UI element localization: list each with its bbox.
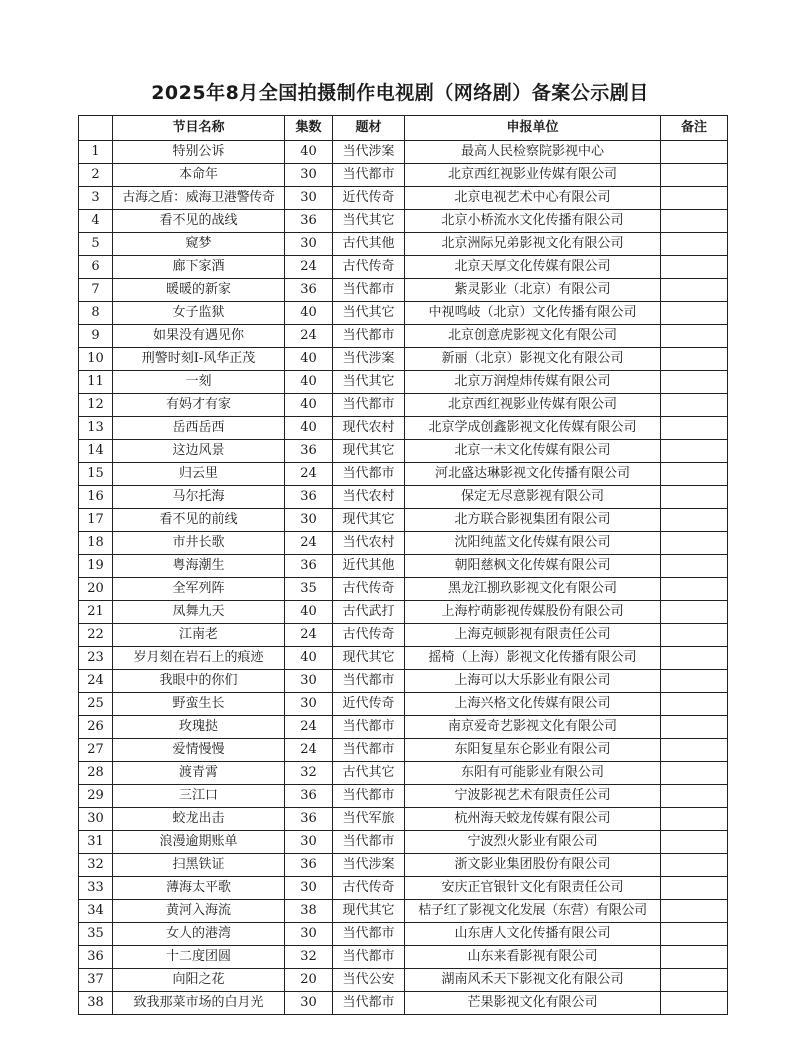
cell-note bbox=[661, 923, 728, 946]
cell-episodes: 36 bbox=[285, 785, 333, 808]
cell-note bbox=[661, 348, 728, 371]
cell-note bbox=[661, 532, 728, 555]
col-header-index bbox=[79, 116, 113, 141]
table-row bbox=[79, 739, 728, 762]
cell-index: 28 bbox=[79, 762, 113, 785]
cell-genre: 当代都市 bbox=[333, 279, 405, 302]
cell-genre: 古代传奇 bbox=[333, 256, 405, 279]
cell-genre: 当代涉案 bbox=[333, 854, 405, 877]
cell-index: 10 bbox=[79, 348, 113, 371]
cell-company: 上海可以大乐影业有限公司 bbox=[405, 670, 661, 693]
cell-genre: 当代都市 bbox=[333, 394, 405, 417]
cell-name: 粤海潮生 bbox=[113, 555, 285, 578]
cell-name: 归云里 bbox=[113, 463, 285, 486]
cell-note bbox=[661, 302, 728, 325]
cell-company: 保定无尽意影视有限公司 bbox=[405, 486, 661, 509]
cell-note bbox=[661, 394, 728, 417]
cell-genre: 当代都市 bbox=[333, 785, 405, 808]
table-row bbox=[79, 279, 728, 302]
cell-episodes: 30 bbox=[285, 877, 333, 900]
cell-episodes: 30 bbox=[285, 164, 333, 187]
cell-genre: 古代武打 bbox=[333, 601, 405, 624]
cell-index: 23 bbox=[79, 647, 113, 670]
cell-episodes: 20 bbox=[285, 969, 333, 992]
cell-name: 十二度团圆 bbox=[113, 946, 285, 969]
col-header-note: 备注 bbox=[661, 116, 728, 141]
table-row bbox=[79, 440, 728, 463]
cell-genre: 当代都市 bbox=[333, 946, 405, 969]
cell-genre: 近代其他 bbox=[333, 555, 405, 578]
cell-company: 中视鸣岐（北京）文化传播有限公司 bbox=[405, 302, 661, 325]
cell-company: 朝阳慈枫文化传媒有限公司 bbox=[405, 555, 661, 578]
cell-name: 江南老 bbox=[113, 624, 285, 647]
cell-genre: 当代军旅 bbox=[333, 808, 405, 831]
cell-episodes: 24 bbox=[285, 325, 333, 348]
cell-name: 向阳之花 bbox=[113, 969, 285, 992]
cell-episodes: 30 bbox=[285, 233, 333, 256]
cell-episodes: 40 bbox=[285, 647, 333, 670]
table-row bbox=[79, 670, 728, 693]
table-row bbox=[79, 555, 728, 578]
cell-name: 暖暖的新家 bbox=[113, 279, 285, 302]
cell-index: 20 bbox=[79, 578, 113, 601]
table-row bbox=[79, 831, 728, 854]
cell-note bbox=[661, 969, 728, 992]
cell-name: 廊下家酒 bbox=[113, 256, 285, 279]
cell-genre: 现代其它 bbox=[333, 900, 405, 923]
cell-note bbox=[661, 325, 728, 348]
cell-company: 上海兴格文化传媒有限公司 bbox=[405, 693, 661, 716]
cell-note bbox=[661, 371, 728, 394]
cell-genre: 当代都市 bbox=[333, 325, 405, 348]
cell-genre: 当代涉案 bbox=[333, 348, 405, 371]
table-row bbox=[79, 877, 728, 900]
cell-company: 北京电视艺术中心有限公司 bbox=[405, 187, 661, 210]
cell-company: 北京万润煌炜传媒有限公司 bbox=[405, 371, 661, 394]
cell-name: 如果没有遇见你 bbox=[113, 325, 285, 348]
cell-note bbox=[661, 716, 728, 739]
cell-name: 有妈才有家 bbox=[113, 394, 285, 417]
cell-genre: 当代都市 bbox=[333, 670, 405, 693]
table-row bbox=[79, 164, 728, 187]
cell-genre: 当代都市 bbox=[333, 831, 405, 854]
cell-company: 南京爱奇艺影视文化有限公司 bbox=[405, 716, 661, 739]
table-row bbox=[79, 210, 728, 233]
table-body bbox=[79, 141, 728, 1015]
cell-name: 岁月刻在岩石上的痕迹 bbox=[113, 647, 285, 670]
cell-episodes: 40 bbox=[285, 371, 333, 394]
cell-company: 桔子红了影视文化发展（东营）有限公司 bbox=[405, 900, 661, 923]
cell-company: 北京洲际兄弟影视文化有限公司 bbox=[405, 233, 661, 256]
cell-index: 1 bbox=[79, 141, 113, 164]
table-row bbox=[79, 394, 728, 417]
cell-index: 30 bbox=[79, 808, 113, 831]
col-header-episodes: 集数 bbox=[285, 116, 333, 141]
cell-index: 29 bbox=[79, 785, 113, 808]
cell-genre: 古代传奇 bbox=[333, 578, 405, 601]
cell-note bbox=[661, 187, 728, 210]
cell-name: 凤舞九天 bbox=[113, 601, 285, 624]
cell-company: 河北盛达琳影视文化传播有限公司 bbox=[405, 463, 661, 486]
cell-name: 黄河入海流 bbox=[113, 900, 285, 923]
cell-name: 看不见的战线 bbox=[113, 210, 285, 233]
cell-episodes: 40 bbox=[285, 348, 333, 371]
cell-note bbox=[661, 831, 728, 854]
cell-note bbox=[661, 486, 728, 509]
cell-index: 34 bbox=[79, 900, 113, 923]
cell-note bbox=[661, 762, 728, 785]
cell-note bbox=[661, 463, 728, 486]
cell-index: 6 bbox=[79, 256, 113, 279]
cell-episodes: 24 bbox=[285, 716, 333, 739]
cell-genre: 当代其它 bbox=[333, 210, 405, 233]
table-row bbox=[79, 785, 728, 808]
cell-genre: 近代传奇 bbox=[333, 693, 405, 716]
cell-name: 女子监狱 bbox=[113, 302, 285, 325]
cell-index: 14 bbox=[79, 440, 113, 463]
cell-genre: 古代其他 bbox=[333, 233, 405, 256]
cell-episodes: 24 bbox=[285, 739, 333, 762]
table-row bbox=[79, 808, 728, 831]
cell-genre: 当代都市 bbox=[333, 463, 405, 486]
cell-company: 北方联合影视集团有限公司 bbox=[405, 509, 661, 532]
cell-episodes: 30 bbox=[285, 693, 333, 716]
cell-index: 13 bbox=[79, 417, 113, 440]
cell-episodes: 36 bbox=[285, 210, 333, 233]
cell-company: 新丽（北京）影视文化有限公司 bbox=[405, 348, 661, 371]
cell-note bbox=[661, 624, 728, 647]
cell-episodes: 36 bbox=[285, 854, 333, 877]
table-row bbox=[79, 624, 728, 647]
col-header-name: 节目名称 bbox=[113, 116, 285, 141]
cell-index: 32 bbox=[79, 854, 113, 877]
cell-company: 东阳有可能影业有限公司 bbox=[405, 762, 661, 785]
cell-company: 北京一未文化传媒有限公司 bbox=[405, 440, 661, 463]
table-row bbox=[79, 233, 728, 256]
table-row bbox=[79, 141, 728, 164]
cell-genre: 当代都市 bbox=[333, 716, 405, 739]
table-row bbox=[79, 854, 728, 877]
cell-index: 16 bbox=[79, 486, 113, 509]
cell-index: 4 bbox=[79, 210, 113, 233]
cell-genre: 当代公安 bbox=[333, 969, 405, 992]
cell-company: 紫灵影业（北京）有限公司 bbox=[405, 279, 661, 302]
cell-note bbox=[661, 233, 728, 256]
cell-company: 上海克顿影视有限责任公司 bbox=[405, 624, 661, 647]
cell-company: 山东唐人文化传播有限公司 bbox=[405, 923, 661, 946]
table-row bbox=[79, 509, 728, 532]
table-row bbox=[79, 463, 728, 486]
cell-index: 35 bbox=[79, 923, 113, 946]
cell-company: 宁波影视艺术有限责任公司 bbox=[405, 785, 661, 808]
cell-company: 芒果影视文化有限公司 bbox=[405, 992, 661, 1015]
cell-name: 本命年 bbox=[113, 164, 285, 187]
cell-episodes: 24 bbox=[285, 256, 333, 279]
cell-index: 37 bbox=[79, 969, 113, 992]
cell-name: 市井长歌 bbox=[113, 532, 285, 555]
cell-note bbox=[661, 440, 728, 463]
cell-index: 36 bbox=[79, 946, 113, 969]
cell-name: 野蛮生长 bbox=[113, 693, 285, 716]
cell-company: 北京小桥流水文化传播有限公司 bbox=[405, 210, 661, 233]
cell-name: 马尔托海 bbox=[113, 486, 285, 509]
table-row bbox=[79, 486, 728, 509]
cell-note bbox=[661, 808, 728, 831]
cell-episodes: 30 bbox=[285, 923, 333, 946]
cell-company: 山东来看影视有限公司 bbox=[405, 946, 661, 969]
cell-note bbox=[661, 693, 728, 716]
cell-note bbox=[661, 900, 728, 923]
cell-index: 17 bbox=[79, 509, 113, 532]
cell-episodes: 32 bbox=[285, 946, 333, 969]
cell-genre: 古代传奇 bbox=[333, 877, 405, 900]
cell-note bbox=[661, 578, 728, 601]
cell-episodes: 30 bbox=[285, 992, 333, 1015]
cell-note bbox=[661, 877, 728, 900]
cell-episodes: 36 bbox=[285, 808, 333, 831]
cell-episodes: 24 bbox=[285, 624, 333, 647]
cell-name: 一刻 bbox=[113, 371, 285, 394]
cell-genre: 当代都市 bbox=[333, 164, 405, 187]
cell-index: 18 bbox=[79, 532, 113, 555]
cell-index: 21 bbox=[79, 601, 113, 624]
table-row bbox=[79, 417, 728, 440]
cell-index: 12 bbox=[79, 394, 113, 417]
cell-name: 这边风景 bbox=[113, 440, 285, 463]
cell-index: 38 bbox=[79, 992, 113, 1015]
cell-episodes: 30 bbox=[285, 187, 333, 210]
cell-episodes: 40 bbox=[285, 141, 333, 164]
cell-index: 25 bbox=[79, 693, 113, 716]
cell-name: 蛟龙出击 bbox=[113, 808, 285, 831]
cell-index: 5 bbox=[79, 233, 113, 256]
cell-episodes: 36 bbox=[285, 279, 333, 302]
cell-index: 27 bbox=[79, 739, 113, 762]
cell-genre: 古代其它 bbox=[333, 762, 405, 785]
cell-episodes: 36 bbox=[285, 555, 333, 578]
cell-company: 上海柠萌影视传媒股份有限公司 bbox=[405, 601, 661, 624]
cell-episodes: 30 bbox=[285, 831, 333, 854]
cell-name: 窥梦 bbox=[113, 233, 285, 256]
table-row bbox=[79, 601, 728, 624]
cell-name: 岳西岳西 bbox=[113, 417, 285, 440]
table-row bbox=[79, 716, 728, 739]
header-row bbox=[79, 116, 728, 141]
document-title: 2025年8月全国拍摄制作电视剧（网络剧）备案公示剧目 bbox=[151, 82, 649, 104]
cell-genre: 当代其它 bbox=[333, 302, 405, 325]
table-row bbox=[79, 371, 728, 394]
cell-episodes: 38 bbox=[285, 900, 333, 923]
cell-company: 东阳复星东仑影业有限公司 bbox=[405, 739, 661, 762]
cell-name: 特别公诉 bbox=[113, 141, 285, 164]
cell-episodes: 24 bbox=[285, 463, 333, 486]
cell-genre: 当代涉案 bbox=[333, 141, 405, 164]
cell-name: 爱情慢慢 bbox=[113, 739, 285, 762]
cell-name: 我眼中的你们 bbox=[113, 670, 285, 693]
cell-name: 薄海太平歌 bbox=[113, 877, 285, 900]
cell-company: 最高人民检察院影视中心 bbox=[405, 141, 661, 164]
cell-note bbox=[661, 854, 728, 877]
cell-note bbox=[661, 739, 728, 762]
table-row bbox=[79, 693, 728, 716]
cell-genre: 当代农村 bbox=[333, 532, 405, 555]
cell-genre: 当代都市 bbox=[333, 923, 405, 946]
cell-note bbox=[661, 992, 728, 1015]
table-row bbox=[79, 946, 728, 969]
cell-episodes: 40 bbox=[285, 302, 333, 325]
cell-name: 全军列阵 bbox=[113, 578, 285, 601]
cell-name: 看不见的前线 bbox=[113, 509, 285, 532]
cell-note bbox=[661, 256, 728, 279]
cell-note bbox=[661, 279, 728, 302]
listing-table bbox=[78, 115, 728, 1015]
cell-note bbox=[661, 417, 728, 440]
table-row bbox=[79, 256, 728, 279]
cell-company: 北京天厚文化传媒有限公司 bbox=[405, 256, 661, 279]
cell-genre: 近代传奇 bbox=[333, 187, 405, 210]
cell-company: 杭州海天蛟龙传媒有限公司 bbox=[405, 808, 661, 831]
table-row bbox=[79, 647, 728, 670]
table-row bbox=[79, 532, 728, 555]
cell-note bbox=[661, 601, 728, 624]
cell-note bbox=[661, 647, 728, 670]
cell-company: 湖南风禾天下影视文化有限公司 bbox=[405, 969, 661, 992]
cell-company: 沈阳纯蓝文化传媒有限公司 bbox=[405, 532, 661, 555]
cell-episodes: 30 bbox=[285, 670, 333, 693]
cell-note bbox=[661, 670, 728, 693]
cell-name: 女人的港湾 bbox=[113, 923, 285, 946]
cell-genre: 当代都市 bbox=[333, 992, 405, 1015]
cell-episodes: 40 bbox=[285, 601, 333, 624]
cell-note bbox=[661, 946, 728, 969]
cell-index: 8 bbox=[79, 302, 113, 325]
cell-name: 浪漫逾期账单 bbox=[113, 831, 285, 854]
cell-company: 浙文影业集团股份有限公司 bbox=[405, 854, 661, 877]
cell-episodes: 30 bbox=[285, 509, 333, 532]
cell-index: 24 bbox=[79, 670, 113, 693]
cell-note bbox=[661, 555, 728, 578]
table-row bbox=[79, 348, 728, 371]
cell-company: 北京西红视影业传媒有限公司 bbox=[405, 164, 661, 187]
cell-genre: 古代传奇 bbox=[333, 624, 405, 647]
table-row bbox=[79, 923, 728, 946]
cell-episodes: 35 bbox=[285, 578, 333, 601]
cell-name: 渡青霄 bbox=[113, 762, 285, 785]
cell-name: 扫黑铁证 bbox=[113, 854, 285, 877]
cell-note bbox=[661, 509, 728, 532]
table-row bbox=[79, 762, 728, 785]
cell-episodes: 32 bbox=[285, 762, 333, 785]
cell-name: 致我那菜市场的白月光 bbox=[113, 992, 285, 1015]
table-row bbox=[79, 969, 728, 992]
cell-company: 摇椅（上海）影视文化传播有限公司 bbox=[405, 647, 661, 670]
col-header-genre: 题材 bbox=[333, 116, 405, 141]
cell-name: 三江口 bbox=[113, 785, 285, 808]
cell-company: 北京学成创鑫影视文化传媒有限公司 bbox=[405, 417, 661, 440]
cell-company: 北京创意虎影视文化有限公司 bbox=[405, 325, 661, 348]
cell-note bbox=[661, 785, 728, 808]
table-row bbox=[79, 578, 728, 601]
cell-genre: 现代其它 bbox=[333, 647, 405, 670]
cell-index: 3 bbox=[79, 187, 113, 210]
cell-genre: 现代其它 bbox=[333, 509, 405, 532]
cell-genre: 当代其它 bbox=[333, 371, 405, 394]
table-row bbox=[79, 992, 728, 1015]
cell-note bbox=[661, 164, 728, 187]
cell-index: 26 bbox=[79, 716, 113, 739]
cell-company: 安庆正官银针文化有限责任公司 bbox=[405, 877, 661, 900]
cell-genre: 现代其它 bbox=[333, 440, 405, 463]
cell-episodes: 40 bbox=[285, 394, 333, 417]
cell-name: 玫瑰挞 bbox=[113, 716, 285, 739]
cell-company: 宁波烈火影业有限公司 bbox=[405, 831, 661, 854]
table-row bbox=[79, 302, 728, 325]
table-row bbox=[79, 325, 728, 348]
cell-genre: 当代农村 bbox=[333, 486, 405, 509]
cell-index: 2 bbox=[79, 164, 113, 187]
cell-index: 9 bbox=[79, 325, 113, 348]
cell-name: 古海之盾：威海卫港警传奇 bbox=[113, 187, 285, 210]
cell-index: 22 bbox=[79, 624, 113, 647]
cell-index: 31 bbox=[79, 831, 113, 854]
cell-genre: 现代农村 bbox=[333, 417, 405, 440]
cell-episodes: 24 bbox=[285, 532, 333, 555]
cell-index: 19 bbox=[79, 555, 113, 578]
cell-note bbox=[661, 210, 728, 233]
cell-name: 刑警时刻I-风华正茂 bbox=[113, 348, 285, 371]
cell-index: 33 bbox=[79, 877, 113, 900]
cell-episodes: 40 bbox=[285, 417, 333, 440]
cell-episodes: 36 bbox=[285, 486, 333, 509]
col-header-company: 申报单位 bbox=[405, 116, 661, 141]
cell-index: 15 bbox=[79, 463, 113, 486]
table-row bbox=[79, 900, 728, 923]
cell-genre: 当代都市 bbox=[333, 739, 405, 762]
cell-index: 7 bbox=[79, 279, 113, 302]
cell-company: 北京西红视影业传媒有限公司 bbox=[405, 394, 661, 417]
cell-index: 11 bbox=[79, 371, 113, 394]
cell-company: 黑龙江捌玖影视文化有限公司 bbox=[405, 578, 661, 601]
cell-episodes: 36 bbox=[285, 440, 333, 463]
cell-note bbox=[661, 141, 728, 164]
table-row bbox=[79, 187, 728, 210]
